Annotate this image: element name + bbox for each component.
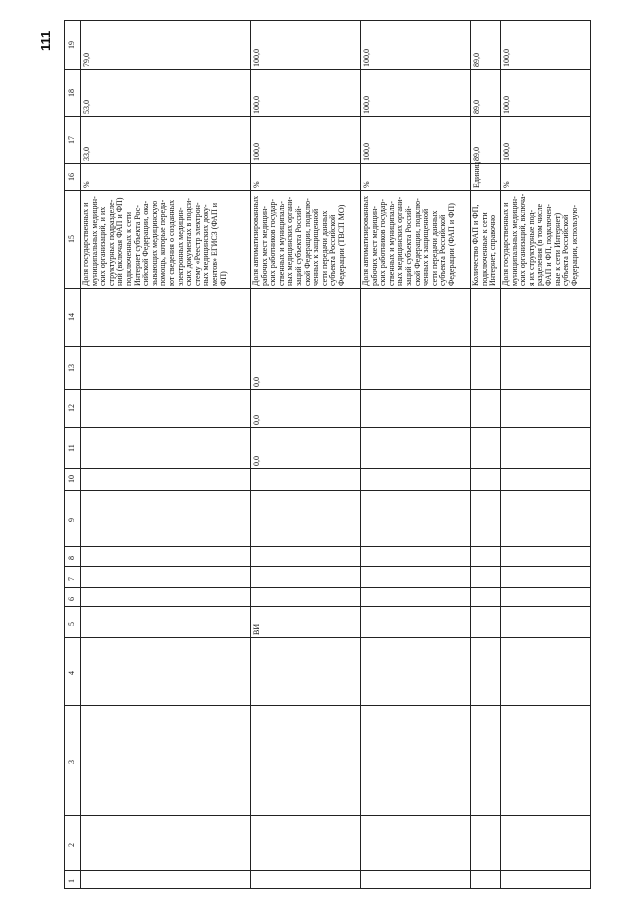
value-2024: 100,0 <box>502 49 511 67</box>
row-separator <box>80 20 81 888</box>
column-separator <box>64 427 590 428</box>
column-number: 11 <box>67 444 76 452</box>
column-separator <box>64 116 590 117</box>
column-number: 4 <box>67 671 76 675</box>
value-2022: 100,0 <box>252 143 261 161</box>
column-number: 19 <box>67 41 76 49</box>
value-2023: 89,0 <box>472 100 481 114</box>
column-separator <box>64 637 590 638</box>
value-2023: 100,0 <box>362 96 371 114</box>
table-border-left <box>64 20 65 888</box>
column-separator <box>64 389 590 390</box>
column-separator <box>64 705 590 706</box>
base-year: 0,0 <box>252 415 261 425</box>
column-number: 15 <box>67 235 76 243</box>
indicator-text: Доля автоматизированных рабочих мест медицин- ских работников государ- ственных и муниципаль- ных медицинских органи- заций субъекта Россий- ской Федерации, подклю- ченных к защищенной сети передачи данных субъекта Российской Федерации (ТВСП МО) <box>251 195 346 286</box>
column-number: 12 <box>67 404 76 412</box>
value-2024: 100,0 <box>252 49 261 67</box>
value-2019: 0,0 <box>252 377 261 387</box>
row-separator <box>360 20 361 888</box>
value-2024: 100,0 <box>362 49 371 67</box>
column-number: 10 <box>67 475 76 483</box>
table-border-right <box>590 20 591 889</box>
row-separator <box>500 20 501 888</box>
indicator-text: Доля государственных и муниципальных медицин- ских организаций, и их структурных подразделе- ний (включая ФАП и ФП) подключенных к сети Интернет субъекта Рос- сийской Федерации, ока- зывающих медицинскую помощь, которые переда- ют сведения о созданных электронных медицин- ских документах в подси- стему «Реестр электрон- ных медицинских доку- ментов» ЕГИСЗ (ФАП и ФП) <box>81 196 228 286</box>
column-number: 17 <box>67 136 76 144</box>
column-separator <box>64 546 590 547</box>
column-number: 6 <box>67 597 76 601</box>
unit-cell: % <box>362 181 371 188</box>
column-number: 18 <box>67 89 76 97</box>
value-2022: 100,0 <box>502 143 511 161</box>
indicator-text: Количество ФАП и ФП, подключенные к сети Интернет, справочно <box>471 204 498 286</box>
column-separator <box>64 815 590 816</box>
unit-cell: % <box>252 181 261 188</box>
value-2022: 100,0 <box>362 143 371 161</box>
unit-cell: Единиц <box>472 161 481 188</box>
column-separator <box>64 163 590 164</box>
row-separator <box>470 20 471 888</box>
indicator-text: Доля автоматизированных рабочих мест медицин- ских работников государ- ственных и муниципаль- ных медицинских органи- заций субъекта Россий- ской Федерации, подклю- ченных к защищенной сети передачи данных субъекта Российской Федерации (ФАП и ФП) <box>361 195 456 286</box>
indicator-text: Доля государственных и муниципальных медицин- ских организаций, включа- я их структурные под- разделения (в том числе ФАП и ФП, подключен- ные к сети Интернет) субъекта Российской Федерации, использую- <box>501 193 579 286</box>
value-2023: 100,0 <box>252 96 261 114</box>
column-number: 2 <box>67 843 76 847</box>
column-separator <box>64 468 590 469</box>
column-number: 5 <box>67 622 76 626</box>
value-2023: 100,0 <box>502 96 511 114</box>
column-separator <box>64 190 590 191</box>
source-cell: ВИ <box>252 623 261 635</box>
value-2024: 89,0 <box>472 53 481 67</box>
column-separator <box>64 69 590 70</box>
value-2022: 33,0 <box>82 147 91 161</box>
column-separator <box>64 870 590 871</box>
value-2024: 79,0 <box>82 53 91 67</box>
column-number: 14 <box>67 313 76 321</box>
column-separator <box>64 606 590 607</box>
unit-cell: % <box>82 181 91 188</box>
value-2022: 89,0 <box>472 147 481 161</box>
base-value: 0,0 <box>252 456 261 466</box>
table-border-top <box>64 20 590 21</box>
column-separator <box>64 346 590 347</box>
column-separator <box>64 587 590 588</box>
column-separator <box>64 566 590 567</box>
column-number: 13 <box>67 364 76 372</box>
column-number: 16 <box>67 173 76 181</box>
value-2023: 53,0 <box>82 100 91 114</box>
column-number: 3 <box>67 760 76 764</box>
row-separator <box>250 20 251 888</box>
column-separator <box>64 288 590 289</box>
column-number: 8 <box>67 556 76 560</box>
column-number: 1 <box>67 879 76 883</box>
column-number: 9 <box>67 518 76 522</box>
column-number: 7 <box>67 577 76 581</box>
column-separator <box>64 490 590 491</box>
page-number: 111 <box>38 30 53 51</box>
unit-cell: % <box>502 181 511 188</box>
table-border-bottom <box>64 888 590 889</box>
